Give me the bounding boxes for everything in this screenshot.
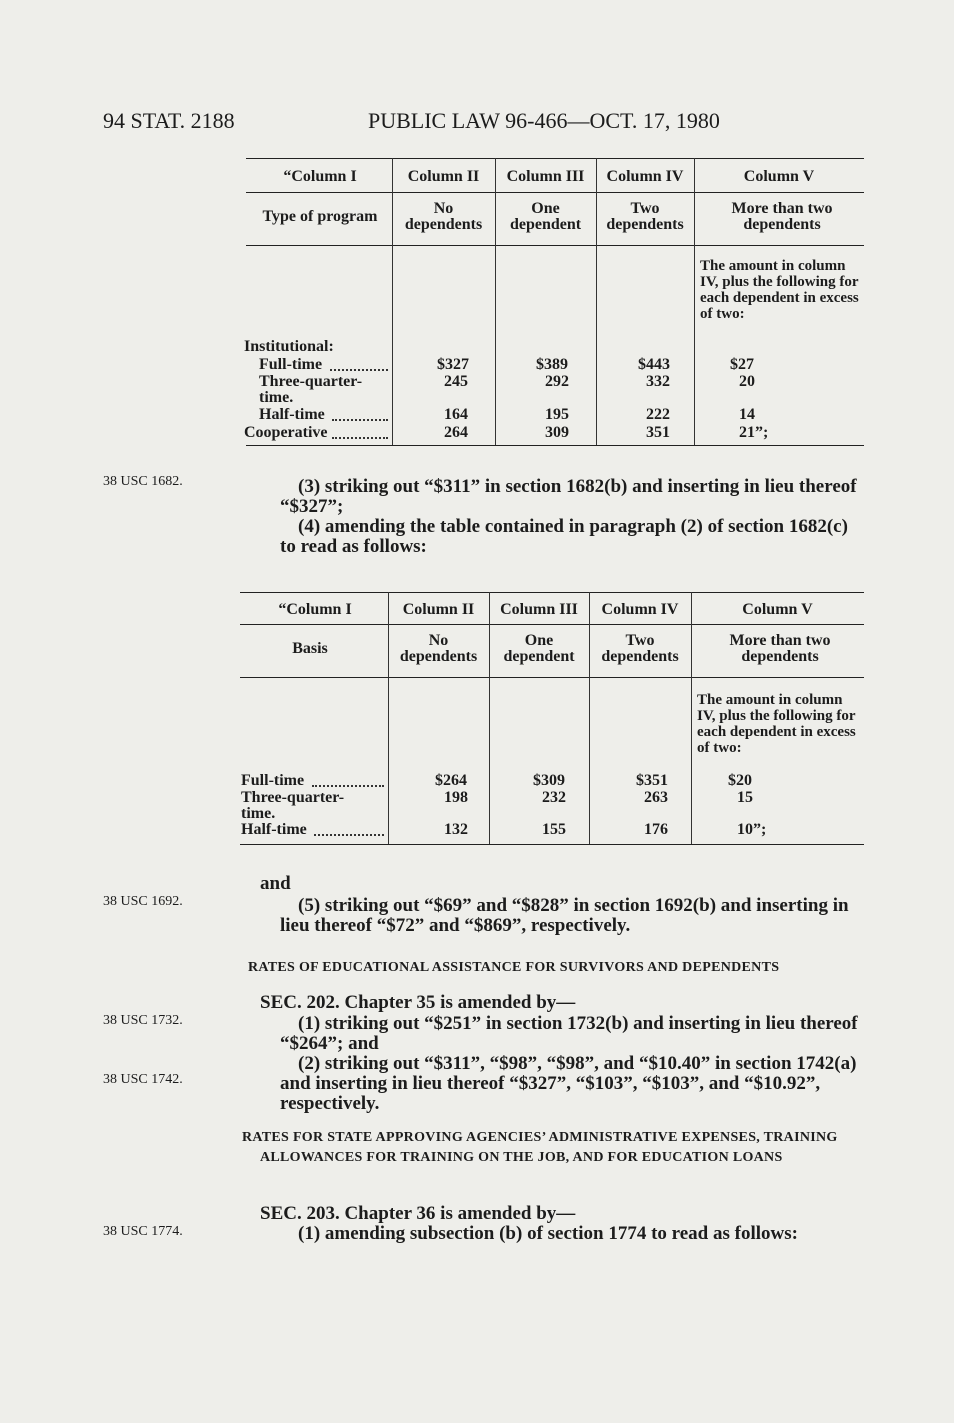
- table-2-row-label: Full-time: [241, 772, 305, 789]
- table-2-subheader-rule: [240, 677, 864, 678]
- table-1-top-rule: [246, 158, 864, 159]
- table-1-cell: 195: [545, 406, 569, 423]
- table-2-row-label: Three-quarter-time.: [241, 789, 345, 822]
- table-1-header-rule: [246, 192, 864, 193]
- table-1-cell: 14: [739, 406, 755, 423]
- table-1-subheader-col3: One dependent: [509, 200, 582, 233]
- section-heading: RATES FOR STATE APPROVING AGENCIES’ ADMINISTRATIVE EXPENSES, TRAINING ALLOWANCES FOR TRAINING ON THE JOB, AND FOR EDUCATION LOANS: [242, 1130, 838, 1165]
- table-1-group-label: Institutional:: [244, 338, 334, 355]
- table-1-header-col1: “Column I: [283, 168, 357, 185]
- section-203-intro: SEC. 203. Chapter 36 is amended by—: [260, 1203, 576, 1224]
- table-1-cell: 222: [646, 406, 670, 423]
- table-2-bottom-rule: [240, 844, 864, 845]
- table-1-cell: $443: [638, 356, 670, 373]
- table-2-cell: 232: [542, 789, 566, 806]
- table-1-leader-dots: [330, 369, 388, 371]
- table-2-cell: 176: [644, 821, 668, 838]
- margin-citation: 38 USC 1742.: [103, 1072, 183, 1087]
- table-2-cell: 155: [542, 821, 566, 838]
- table-2-header-col3: Column III: [500, 601, 578, 618]
- table-2-subheader-col5: More than two dependents: [729, 632, 831, 665]
- table-1-subheader-col5: More than two dependents: [731, 200, 833, 233]
- table-1-subheader-col1: Type of program: [262, 208, 378, 225]
- table-1-cell: $27: [730, 356, 754, 373]
- stat-reference: 94 STAT. 2188: [103, 108, 235, 133]
- paragraph-5: (5) striking out “$69” and “$828” in section 1692(b) and inserting in lieu thereof “$72” and “$869”, respectively.: [280, 895, 849, 936]
- section-203-item-1: (1) amending subsection (b) of section 1774 to read as follows:: [298, 1223, 798, 1244]
- table-1-cell: 20: [739, 373, 755, 390]
- table-2-header-col1: “Column I: [278, 601, 352, 618]
- table-1-subheader-col2: No dependents: [404, 200, 483, 233]
- section-202-item-1: (1) striking out “$251” in section 1732(b) and inserting in lieu thereof “$264”; and: [280, 1013, 858, 1054]
- table-1-cell: 264: [444, 424, 468, 441]
- table-1-cell: 351: [646, 424, 670, 441]
- table-2-subheader-col2: No dependents: [399, 632, 478, 665]
- table-1-cell: $389: [536, 356, 568, 373]
- margin-citation: 38 USC 1682.: [103, 474, 183, 489]
- table-1-leader-dots: [332, 419, 388, 421]
- table-2-leader-dots: [314, 834, 384, 836]
- table-1-cell: 332: [646, 373, 670, 390]
- table-2-leader-dots: [312, 785, 384, 787]
- table-1-cell: 292: [545, 373, 569, 390]
- table-2-cell: 132: [444, 821, 468, 838]
- paragraph-3: (3) striking out “$311” in section 1682(b) and inserting in lieu thereof “$327”;: [280, 476, 857, 517]
- table-1-header-col5: Column V: [743, 168, 815, 185]
- table-2-header-col5: Column V: [742, 601, 813, 618]
- table-1-cell: 309: [545, 424, 569, 441]
- margin-citation: 38 USC 1732.: [103, 1013, 183, 1028]
- table-1-header-col2: Column II: [407, 168, 480, 185]
- table-1-col-divider: [694, 158, 695, 445]
- table-2-col-divider: [388, 592, 389, 844]
- table-1-subheader-col4: Two dependents: [606, 200, 684, 233]
- table-2-header-rule: [240, 624, 864, 625]
- section-202-item-2: (2) striking out “$311”, “$98”, “$98”, and “$10.40” in section 1742(a) and inserting in lieu thereof “$327”, “$103”, “$103”, and “$10.92”, respectively.: [280, 1053, 857, 1114]
- table-2-subheader-col4: Two dependents: [601, 632, 679, 665]
- table-1-row-label: Half-time: [259, 406, 325, 423]
- table-2-subheader-col3: One dependent: [503, 632, 575, 665]
- table-2-subheader-col1: Basis: [292, 640, 328, 657]
- paragraph-4: (4) amending the table contained in paragraph (2) of section 1682(c) to read as follows:: [280, 516, 848, 557]
- table-2-cell: $309: [533, 772, 565, 789]
- table-1-header-col4: Column IV: [606, 168, 684, 185]
- table-2-top-rule: [240, 592, 864, 593]
- table-1-bottom-rule: [246, 445, 864, 446]
- table-2-row-label: Half-time: [241, 821, 307, 838]
- table-1-cell: 245: [444, 373, 468, 390]
- table-1-col-divider: [392, 158, 393, 445]
- margin-citation: 38 USC 1692.: [103, 894, 183, 909]
- table-2-cell: 15: [737, 789, 753, 806]
- table-1-cell: 164: [444, 406, 468, 423]
- margin-citation: 38 USC 1774.: [103, 1224, 183, 1239]
- table-2-column-v-note: The amount in column IV, plus the following for each dependent in excess of two:: [697, 692, 856, 756]
- table-2-header-col2: Column II: [402, 601, 475, 618]
- table-2-cell: $351: [636, 772, 668, 789]
- table-2-cell: 263: [644, 789, 668, 806]
- table-1-header-col3: Column III: [506, 168, 585, 185]
- table-2-cell: $20: [728, 772, 752, 789]
- table-1-row-label: Cooperative: [244, 424, 328, 441]
- conjunction-and: and: [260, 873, 291, 894]
- table-1-col-divider: [596, 158, 597, 445]
- section-heading: RATES OF EDUCATIONAL ASSISTANCE FOR SURVIVORS AND DEPENDENTS: [248, 960, 780, 975]
- table-1-leader-dots: [332, 437, 388, 439]
- table-1-col-divider: [495, 158, 496, 445]
- table-1-subheader-rule: [246, 245, 864, 246]
- table-2-header-col4: Column IV: [601, 601, 679, 618]
- table-1-cell: 21”;: [739, 424, 769, 441]
- table-2-col-divider: [589, 592, 590, 844]
- table-1-row-label: Full-time: [259, 356, 323, 373]
- table-2-col-divider: [489, 592, 490, 844]
- table-2-col-divider: [691, 592, 692, 844]
- table-2-cell: 10”;: [737, 821, 767, 838]
- section-202-intro: SEC. 202. Chapter 35 is amended by—: [260, 992, 576, 1013]
- table-2-cell: 198: [444, 789, 468, 806]
- table-1-cell: $327: [437, 356, 469, 373]
- table-1-column-v-note: The amount in column IV, plus the following for each dependent in excess of two:: [700, 258, 859, 322]
- table-2-cell: $264: [435, 772, 467, 789]
- table-1-row-label: Three-quarter-time.: [259, 373, 363, 406]
- public-law-reference: PUBLIC LAW 96-466—OCT. 17, 1980: [368, 108, 720, 133]
